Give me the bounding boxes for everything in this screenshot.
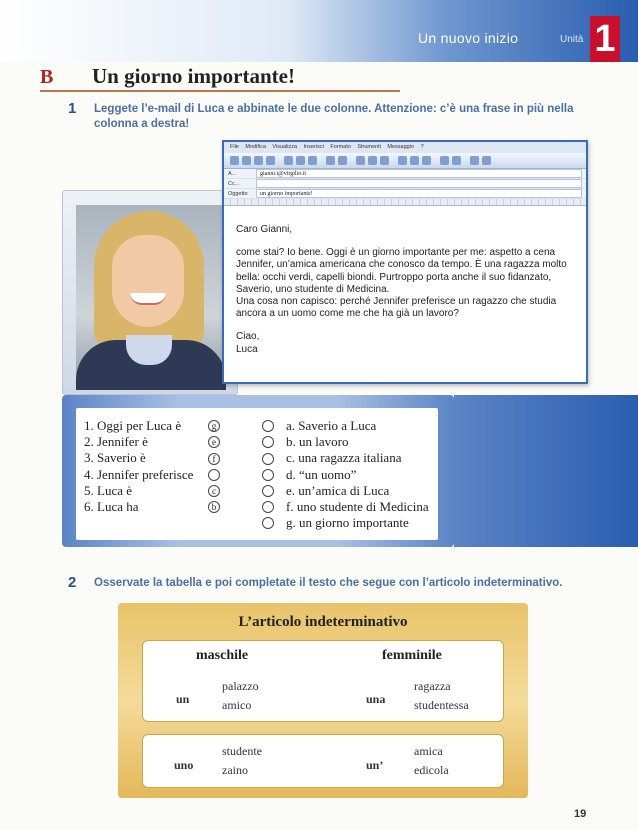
match-left-item xyxy=(84,434,220,450)
match-right-item xyxy=(262,450,429,466)
match-right-text: c. una ragazza italiana xyxy=(286,450,402,466)
match-right-text: b. un lavoro xyxy=(286,434,349,450)
match-left-item xyxy=(84,467,220,483)
to-row xyxy=(224,169,586,179)
match-option-circle[interactable] xyxy=(262,436,274,448)
font-icon[interactable] xyxy=(356,156,365,165)
match-left-text: 1. Oggi per Luca è xyxy=(84,418,182,433)
match-left-text: 5. Luca è xyxy=(84,482,133,498)
bold-icon[interactable] xyxy=(368,156,377,165)
match-left-text: 2. Jennifer è xyxy=(84,434,148,450)
email-line: Una cosa non capisco: perché Jennifer preferisce un ragazzo che studia xyxy=(236,296,557,308)
email-signature: Luca xyxy=(236,343,258,355)
subject-input[interactable]: un giorno importante! xyxy=(256,189,582,198)
match-right-item xyxy=(262,499,429,515)
undo-icon[interactable] xyxy=(284,156,293,165)
unit-number-badge: 1 xyxy=(590,16,620,62)
list-icon[interactable] xyxy=(410,156,419,165)
send-icon[interactable] xyxy=(230,156,239,165)
to-label[interactable]: A... xyxy=(228,170,237,177)
match-answer-circle[interactable]: b xyxy=(208,501,220,513)
menu-help[interactable]: ? xyxy=(420,144,424,150)
email-body[interactable] xyxy=(236,224,576,367)
article-table-title: L’articolo indeterminativo xyxy=(238,614,408,630)
align-icon[interactable] xyxy=(398,156,407,165)
exercise-2-number: 2 xyxy=(68,574,77,591)
article-uno: uno xyxy=(174,758,194,772)
noun: studentessa xyxy=(414,698,469,712)
masculine-nouns-2 xyxy=(222,742,262,780)
match-answer-circle[interactable]: g xyxy=(208,420,220,432)
exercise-1-number: 1 xyxy=(68,100,77,117)
menu-strumenti[interactable]: Strumenti xyxy=(357,144,381,150)
match-right-text: e. un’amica di Luca xyxy=(286,482,390,498)
match-option-circle[interactable] xyxy=(262,420,274,432)
matching-left-column xyxy=(84,418,220,515)
match-left-item xyxy=(84,499,220,515)
exercise-1-line-1: Leggete l’e-mail di Luca e abbinate le due colonne. Attenzione: c’è una frase in più nella xyxy=(94,103,574,115)
cc-row xyxy=(224,179,586,189)
matching-panel-background xyxy=(454,395,638,547)
link-icon[interactable] xyxy=(452,156,461,165)
email-line: Jennifer, un’amica americana che conosco da tempo. È una ragazza molto xyxy=(236,259,567,271)
priority-icon[interactable] xyxy=(338,156,347,165)
subject-row xyxy=(224,189,586,199)
paste-icon[interactable] xyxy=(266,156,275,165)
match-right-text: g. un giorno importante xyxy=(286,515,409,531)
email-greeting: Caro Gianni, xyxy=(236,224,293,235)
exercise-2-instructions: Osservate la tabella e poi completate il testo che segue con l’articolo indeterminativo. xyxy=(94,577,563,589)
image-icon[interactable] xyxy=(470,156,479,165)
email-line: bella: occhi verdi, capelli biondi. Purtroppo porta anche il suo fidanzato, xyxy=(236,271,552,283)
match-right-item xyxy=(262,483,429,499)
section-title: Un giorno importante! xyxy=(92,64,295,88)
match-option-circle[interactable] xyxy=(262,469,274,481)
feminine-header: femminile xyxy=(382,648,442,663)
check-icon[interactable] xyxy=(296,156,305,165)
feminine-nouns-1 xyxy=(414,677,469,715)
unit-label: Unità xyxy=(560,34,584,45)
match-option-circle[interactable] xyxy=(262,517,274,529)
cc-label[interactable]: Cc... xyxy=(228,180,240,187)
match-option-circle[interactable] xyxy=(262,485,274,497)
section-letter: B xyxy=(40,66,54,88)
match-right-item xyxy=(262,418,429,434)
match-answer-circle[interactable]: f xyxy=(208,453,220,465)
attach-icon[interactable] xyxy=(326,156,335,165)
page-number: 19 xyxy=(574,808,587,820)
exercise-1-line-2: colonna a destra! xyxy=(94,118,190,130)
indent-icon[interactable] xyxy=(422,156,431,165)
feminine-nouns-2 xyxy=(414,742,449,780)
match-left-text: 3. Saverio è xyxy=(84,450,146,466)
noun: edicola xyxy=(414,763,449,777)
noun: studente xyxy=(222,744,262,758)
noun: ragazza xyxy=(414,679,451,693)
match-left-item xyxy=(84,450,220,466)
woman-photo xyxy=(76,205,226,390)
masculine-header: maschile xyxy=(196,648,249,663)
photo-face xyxy=(112,235,184,327)
email-ruler xyxy=(224,199,586,206)
italic-icon[interactable] xyxy=(380,156,389,165)
menu-file[interactable]: File xyxy=(230,144,239,150)
email-closing: Ciao, xyxy=(236,331,260,343)
email-paragraph xyxy=(236,247,576,320)
match-answer-circle[interactable]: e xyxy=(208,436,220,448)
masculine-nouns-1 xyxy=(222,677,259,715)
section-divider xyxy=(40,90,400,92)
article-un-apostrophe: un’ xyxy=(366,758,384,772)
spelling-icon[interactable] xyxy=(308,156,317,165)
matching-right-column xyxy=(262,418,429,531)
match-right-text: d. “un uomo” xyxy=(286,466,357,482)
noun: zaino xyxy=(222,763,248,777)
email-signoff xyxy=(236,331,576,355)
menu-modifica[interactable]: Modifica xyxy=(245,144,266,150)
cut-icon[interactable] xyxy=(242,156,251,165)
email-window xyxy=(222,140,588,384)
article-table-card-2 xyxy=(142,734,504,788)
email-menubar xyxy=(224,142,586,153)
match-right-item xyxy=(262,434,429,450)
match-right-text: a. Saverio a Luca xyxy=(286,418,377,433)
menu-visualizza[interactable]: Visualizza xyxy=(272,144,298,150)
match-right-item xyxy=(262,467,429,483)
match-right-text: f. uno studente di Medicina xyxy=(286,499,429,515)
menu-formato[interactable]: Formato xyxy=(330,144,351,150)
exercise-1-instructions xyxy=(94,102,594,132)
table-icon[interactable] xyxy=(482,156,491,165)
match-left-item xyxy=(84,483,220,499)
menu-inserisci[interactable]: Inserisci xyxy=(303,144,324,150)
cc-input[interactable] xyxy=(256,179,582,188)
match-answer-circle[interactable]: c xyxy=(208,485,220,497)
article-una: una xyxy=(366,692,386,706)
color-icon[interactable] xyxy=(440,156,449,165)
subject-label: Oggetto xyxy=(228,190,248,197)
match-answer-circle[interactable] xyxy=(208,469,220,481)
menu-messaggio[interactable]: Messaggio xyxy=(387,144,415,150)
noun: palazzo xyxy=(222,679,259,693)
noun: amica xyxy=(414,744,443,758)
copy-icon[interactable] xyxy=(254,156,263,165)
email-line: come stai? Io bene. Oggi è un giorno importante per me: aspetto a cena xyxy=(236,247,556,259)
match-left-item xyxy=(84,418,220,434)
match-right-item xyxy=(262,515,429,531)
to-input[interactable]: gianni.t@virgilio.it xyxy=(256,169,582,178)
unit-title: Un nuovo inizio xyxy=(418,30,519,46)
email-toolbar xyxy=(224,153,586,169)
article-un: un xyxy=(176,692,190,706)
noun: amico xyxy=(222,698,252,712)
match-option-circle[interactable] xyxy=(262,453,274,465)
match-option-circle[interactable] xyxy=(262,501,274,513)
email-line: ancora a un uomo come me che ha già un lavoro? xyxy=(236,308,459,320)
unit-header-band xyxy=(0,0,638,62)
email-line: Saverio, uno studente di Medicina. xyxy=(236,283,390,295)
match-left-text: 6. Luca ha xyxy=(84,499,139,515)
match-left-text: 4. Jennifer preferisce xyxy=(84,466,194,482)
